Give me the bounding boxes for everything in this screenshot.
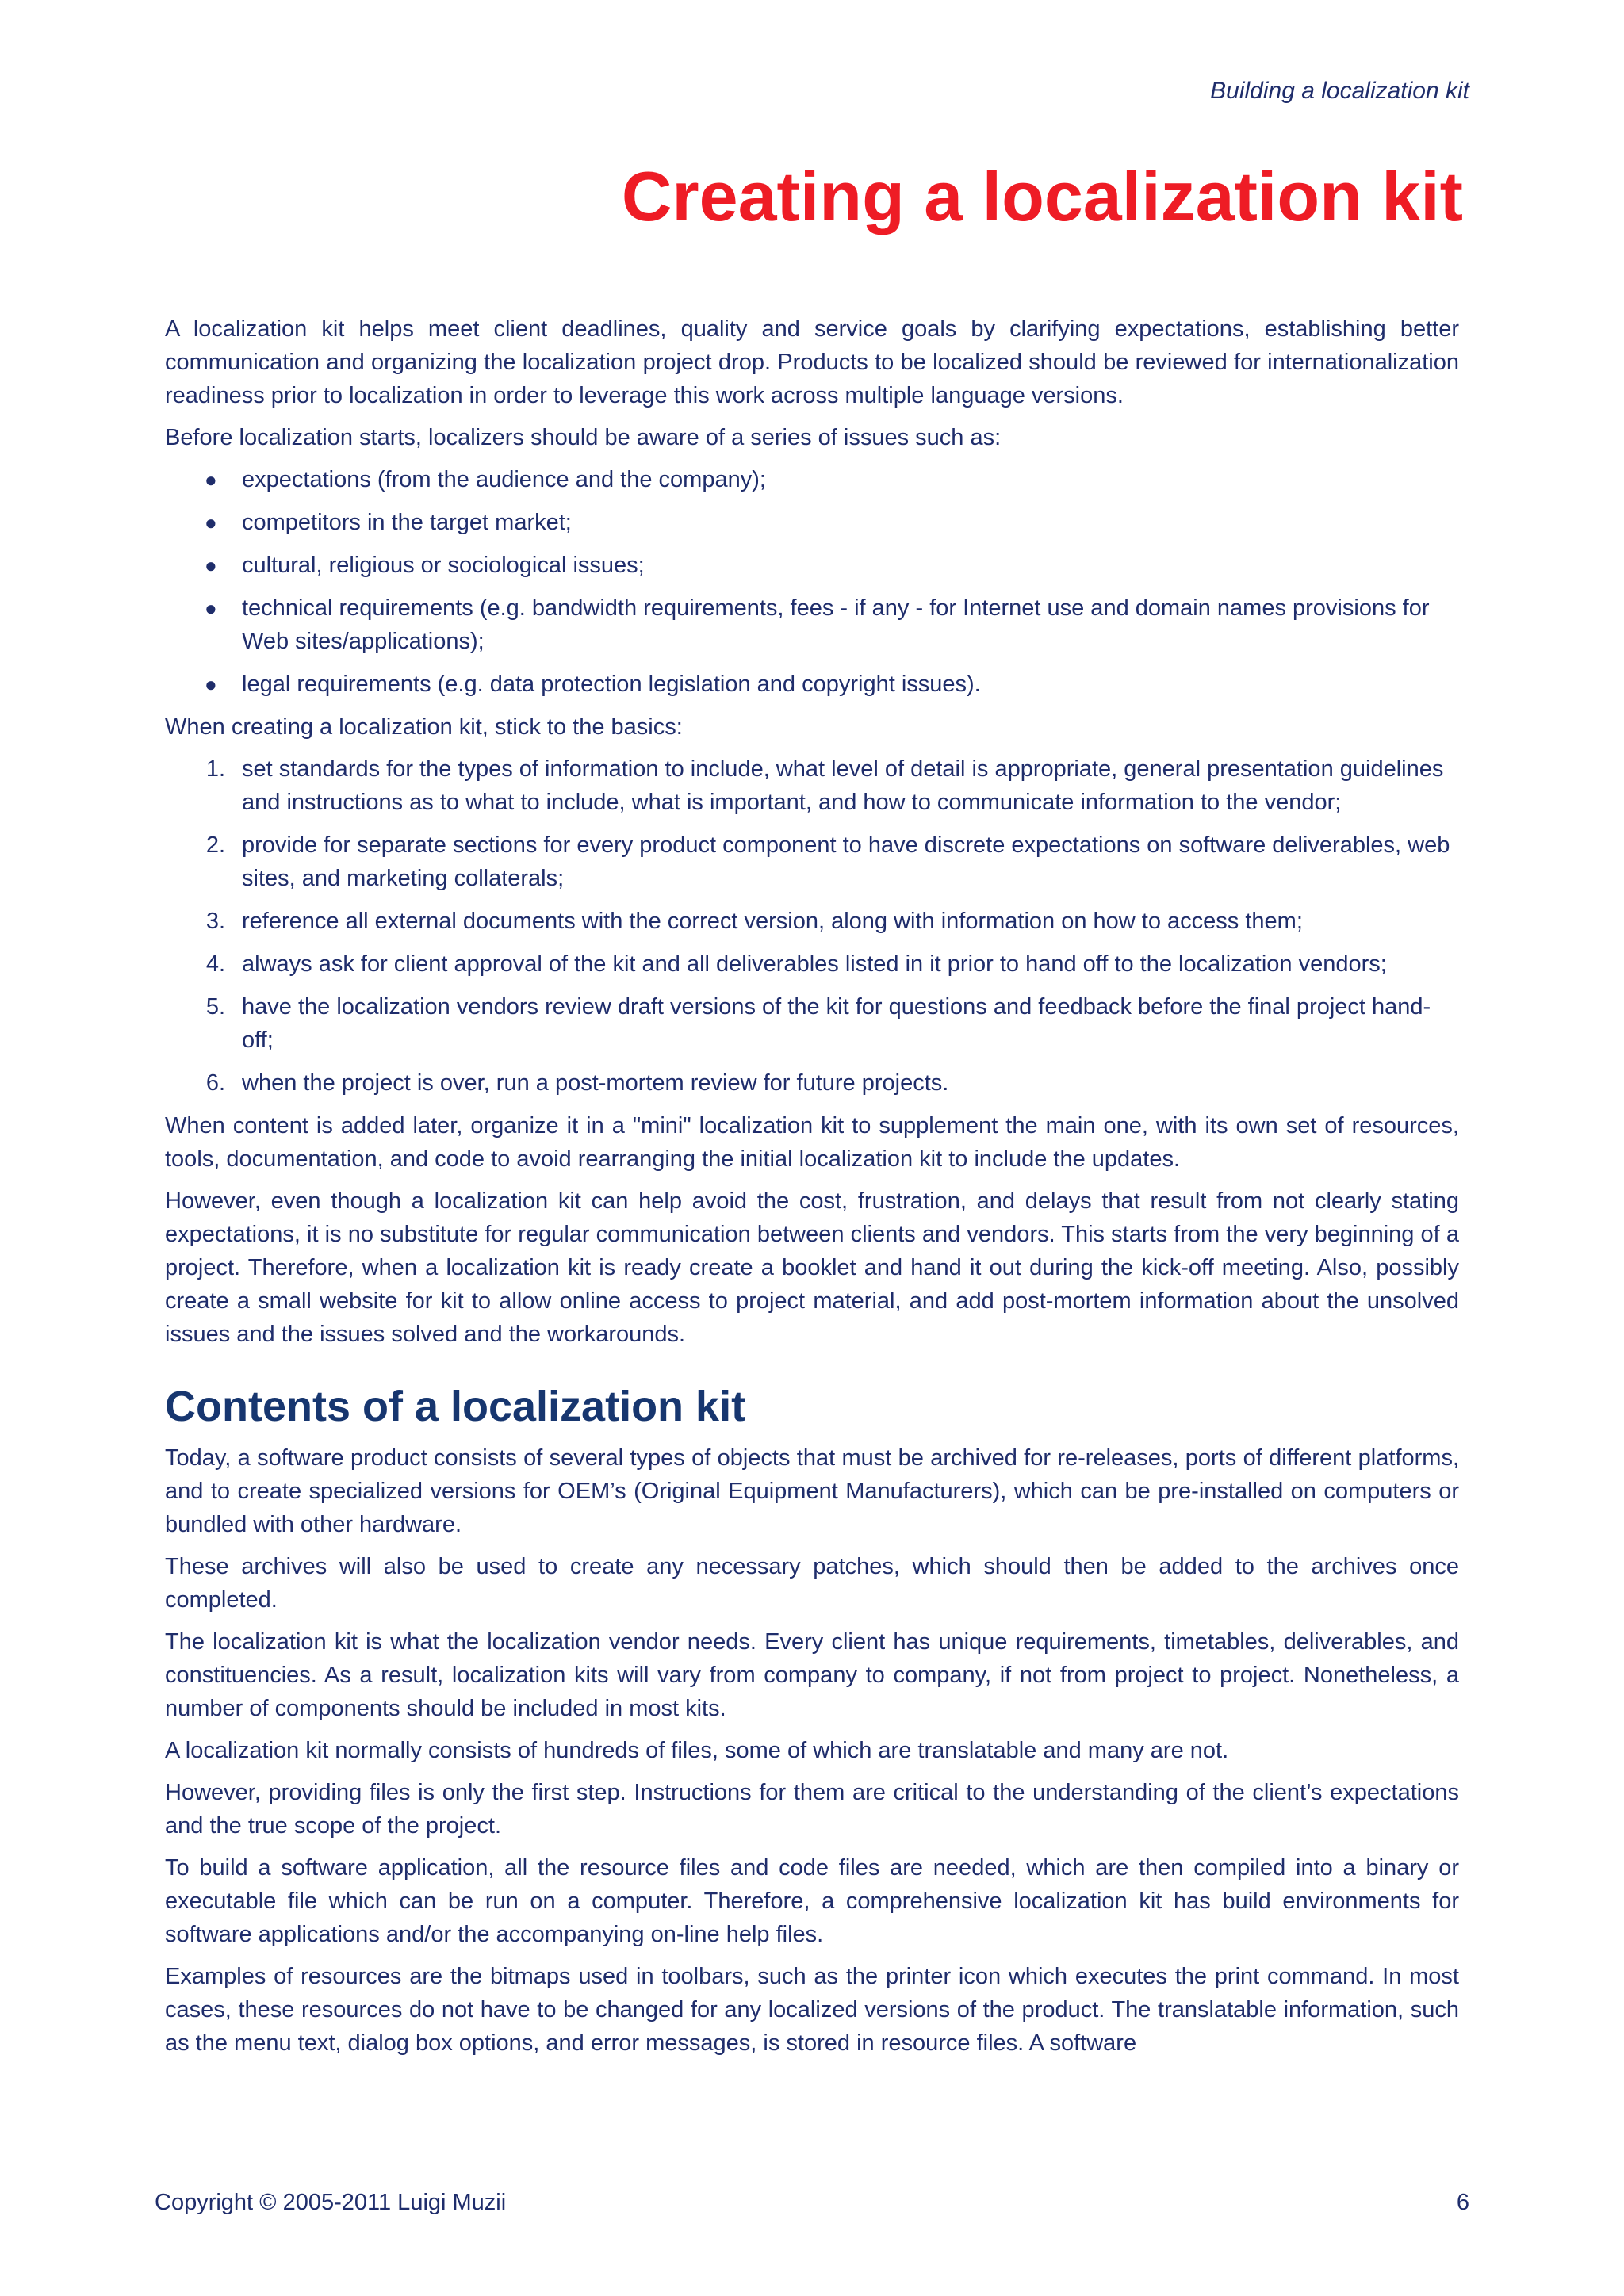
list-item	[165, 905, 1459, 938]
paragraph: A localization kit helps meet client deadlines, quality and service goals by clarifying expectations, establishing better communication and organizing the localization project drop. Products to be localized should be reviewed for internationalization readiness prior to localization in order to leverage this work across multiple language versions.	[165, 316, 1459, 408]
list-number: 3.	[205, 909, 225, 934]
list-number: 1.	[205, 756, 225, 782]
basics-numbered-list	[165, 752, 1459, 1100]
paragraph: When creating a localization kit, stick to the basics:	[165, 714, 683, 740]
list-item-text: provide for separate sections for every product component to have discrete expectations on software deliverables, web sites, and marketing collaterals;	[242, 832, 1450, 891]
list-item-text: when the project is over, run a post-mortem review for future projects.	[242, 1070, 949, 1096]
list-item	[165, 463, 1459, 496]
list-item	[165, 1066, 1459, 1100]
list-item-text: expectations (from the audience and the company);	[242, 467, 766, 492]
bullet-icon: ●	[205, 468, 217, 492]
page-number: 6	[1456, 2190, 1469, 2215]
paragraph: The localization kit is what the localization vendor needs. Every client has unique requirements, timetables, deliverables, and constituencies. As a result, localization kits will vary from company to company, if not from project to project. Nonetheless, a number of components should be included in most kits.	[165, 1629, 1459, 1721]
list-number: 4.	[205, 951, 225, 977]
list-item-text: technical requirements (e.g. bandwidth requirements, fees - if any - for Internet use and domain names provisions for Web sites/applications);	[242, 595, 1430, 654]
list-item	[165, 990, 1459, 1057]
list-item-text: have the localization vendors review draft versions of the kit for questions and feedback before the final project hand-off;	[242, 994, 1431, 1053]
paragraph: However, even though a localization kit can help avoid the cost, frustration, and delays that result from not clearly stating expectations, it is no substitute for regular communication between clients and vendors. This starts from the very beginning of a project. Therefore, when a localization kit is ready create a booklet and hand it out during the kick-off meeting. Also, possibly create a small website for kit to allow online access to project material, and add post-mortem information about the unsolved issues and the issues solved and the workarounds.	[165, 1188, 1459, 1347]
list-item	[165, 549, 1459, 582]
paragraph: However, providing files is only the first step. Instructions for them are critical to the understanding of the client’s expectations and the true scope of the project.	[165, 1780, 1459, 1839]
issues-bullet-list	[165, 463, 1459, 701]
list-item	[165, 506, 1459, 539]
running-header: Building a localization kit	[1210, 78, 1469, 104]
paragraph: Today, a software product consists of several types of objects that must be archived for re-releases, ports of different platforms, and to create specialized versions for OEM’s (Original Equipment Manufacturers), which can be pre-installed on computers or bundled with other hardware.	[165, 1445, 1459, 1537]
bullet-icon: ●	[205, 511, 217, 534]
list-number: 2.	[205, 832, 225, 858]
list-item-text: legal requirements (e.g. data protection legislation and copyright issues).	[242, 672, 981, 697]
paragraph: Before localization starts, localizers should be aware of a series of issues such as:	[165, 425, 1002, 450]
paragraph: To build a software application, all the resource files and code files are needed, which are then compiled into a binary or executable file which can be run on a computer. Therefore, a comprehensive localization kit has build environments for software applications and/or the accompanying on-line help files.	[165, 1855, 1459, 1947]
list-item-text: reference all external documents with the correct version, along with information on how to access them;	[242, 909, 1303, 934]
bullet-icon: ●	[205, 672, 217, 696]
document-body	[165, 312, 1459, 2068]
list-item-text: cultural, religious or sociological issues;	[242, 553, 645, 578]
list-item	[165, 668, 1459, 701]
list-item	[165, 752, 1459, 819]
list-item	[165, 947, 1459, 981]
page-title: Creating a localization kit	[621, 157, 1463, 235]
paragraph: These archives will also be used to create any necessary patches, which should then be added to the archives once completed.	[165, 1554, 1459, 1613]
list-number: 5.	[205, 994, 225, 1020]
paragraph: Examples of resources are the bitmaps used in toolbars, such as the printer icon which executes the print command. In most cases, these resources do not have to be changed for any localized versions of the product. The translatable information, such as the menu text, dialog box options, and error messages, is stored in resource files. A software	[165, 1964, 1459, 2056]
paragraph: A localization kit normally consists of hundreds of files, some of which are translatable and many are not.	[165, 1738, 1229, 1763]
bullet-icon: ●	[205, 596, 217, 620]
bullet-icon: ●	[205, 553, 217, 577]
list-number: 6.	[205, 1070, 225, 1096]
list-item-text: competitors in the target market;	[242, 510, 572, 535]
paragraph: When content is added later, organize it in a "mini" localization kit to supplement the main one, with its own set of resources, tools, documentation, and code to avoid rearranging the initial localization kit to include the updates.	[165, 1113, 1459, 1172]
list-item-text: set standards for the types of information to include, what level of detail is appropriate, general presentation guidelines and instructions as to what to include, what is important, and how to communicate information to the vendor;	[242, 756, 1444, 815]
list-item	[165, 591, 1459, 658]
section-heading: Contents of a localization kit	[165, 1383, 746, 1430]
list-item-text: always ask for client approval of the kit and all deliverables listed in it prior to hand off to the localization vendors;	[242, 951, 1387, 977]
list-item	[165, 828, 1459, 895]
footer-copyright: Copyright © 2005-2011 Luigi Muzii	[155, 2190, 507, 2215]
